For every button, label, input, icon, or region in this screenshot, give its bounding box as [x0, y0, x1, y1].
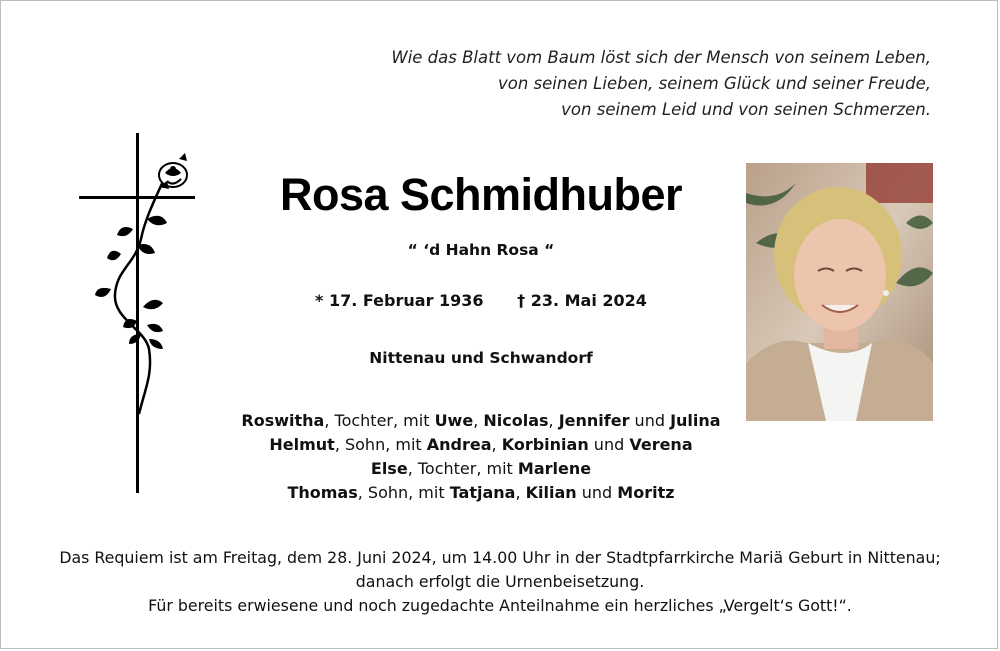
- poem-line: von seinem Leid und von seinen Schmerzen.: [561, 100, 931, 119]
- family-member-name: Tatjana: [449, 483, 516, 502]
- family-member-name: Nicolas: [483, 411, 549, 430]
- family-row: [231, 457, 731, 481]
- family-member-name: Kilian: [525, 483, 577, 502]
- family-relation-text: , Sohn, mit: [334, 435, 427, 454]
- family-member-name: Korbinian: [501, 435, 589, 454]
- life-dates: [231, 291, 731, 310]
- places: Nittenau und Schwandorf: [369, 349, 593, 367]
- poem-line: Wie das Blatt vom Baum löst sich der Mensch von seinem Leben,: [391, 48, 931, 67]
- family-member-name: Julina: [670, 411, 721, 430]
- service-line: Das Requiem ist am Freitag, dem 28. Juni 2024, um 14.00 Uhr in der Stadtpfarrkirche Mariä Geburt in Nittenau;: [59, 548, 941, 567]
- family-relation-text: , Tochter, mit: [407, 459, 518, 478]
- birth-date: * 17. Februar 1936: [315, 291, 484, 310]
- service-line: danach erfolgt die Urnenbeisetzung.: [355, 572, 645, 591]
- family-member-name: Andrea: [426, 435, 492, 454]
- family-row: [231, 433, 731, 457]
- portrait-photo: [746, 163, 933, 421]
- thanks-line: Für bereits erwiesene und noch zugedachte Anteilnahme ein herzliches „Vergelt‘s Gott!“.: [148, 596, 852, 615]
- family-relation-text: , Tochter, mit: [324, 411, 435, 430]
- family-member-name: Thomas: [287, 483, 358, 502]
- family-relation-text: ,: [473, 411, 484, 430]
- family-member-name: Uwe: [434, 411, 474, 430]
- family-list: [231, 409, 731, 505]
- family-row: [231, 409, 731, 433]
- family-relation-text: ,: [515, 483, 526, 502]
- family-relation-text: ,: [491, 435, 502, 454]
- family-relation-text: , Sohn, mit: [357, 483, 450, 502]
- deceased-name: Rosa Schmidhuber: [279, 169, 683, 220]
- death-date: † 23. Mai 2024: [517, 291, 647, 310]
- family-relation-text: und: [576, 483, 618, 502]
- cross-with-rose-icon: [75, 129, 205, 497]
- family-member-name: Marlene: [517, 459, 592, 478]
- family-member-name: Jennifer: [558, 411, 630, 430]
- family-member-name: Helmut: [269, 435, 335, 454]
- family-relation-text: und: [629, 411, 671, 430]
- family-relation-text: ,: [548, 411, 559, 430]
- family-relation-text: und: [588, 435, 630, 454]
- poem: [391, 45, 931, 123]
- family-member-name: Else: [370, 459, 408, 478]
- service-info: [21, 546, 979, 618]
- family-member-name: Verena: [629, 435, 693, 454]
- family-row: [231, 481, 731, 505]
- poem-line: von seinen Lieben, seinem Glück und seiner Freude,: [497, 74, 931, 93]
- deceased-nickname: “ ‘d Hahn Rosa “: [407, 241, 555, 259]
- family-member-name: Roswitha: [241, 411, 325, 430]
- family-member-name: Moritz: [617, 483, 675, 502]
